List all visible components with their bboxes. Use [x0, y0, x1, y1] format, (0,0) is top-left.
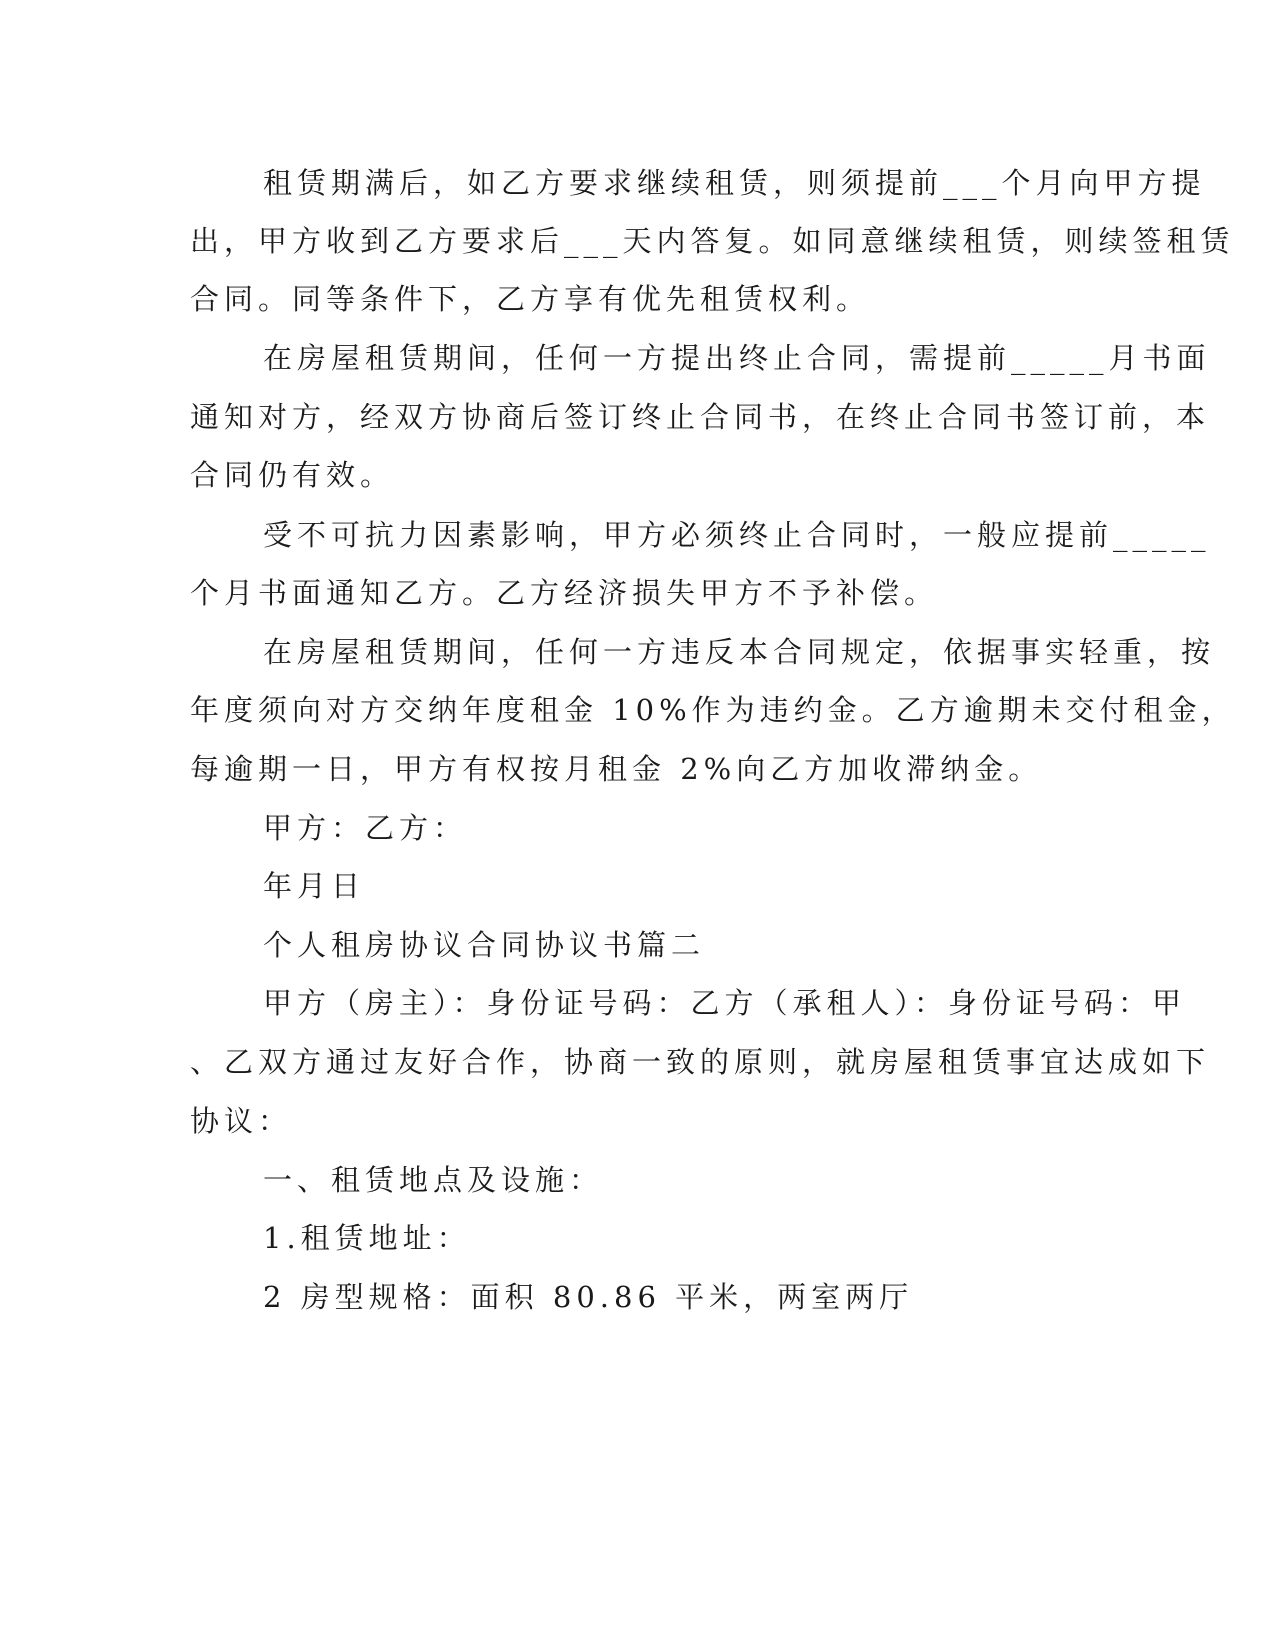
- paragraph-parties-line-2: 、乙双方通过友好合作，协商一致的原则，就房屋租赁事宜达成如下: [190, 1045, 1211, 1079]
- paragraph-termination-line-2: 通知对方，经双方协商后签订终止合同书，在终止合同书签订前，本: [190, 400, 1211, 434]
- signature-date: 年月日: [263, 869, 366, 903]
- paragraph-renewal-line-1: 租赁期满后，如乙方要求继续租赁，则须提前___个月向甲方提: [263, 166, 1206, 200]
- clause-heading-location: 一、租赁地点及设施：: [263, 1163, 604, 1197]
- paragraph-renewal-line-2: 出，甲方收到乙方要求后___天内答复。如同意继续租赁，则续签租赁: [190, 224, 1235, 258]
- paragraph-termination-line-3: 合同仍有效。: [190, 458, 395, 492]
- paragraph-breach-line-2: 年度须向对方交纳年度租金 10%作为违约金。乙方逾期未交付租金，: [190, 693, 1236, 727]
- paragraph-parties-line-3: 协议：: [190, 1104, 293, 1138]
- paragraph-force-majeure-line-1: 受不可抗力因素影响，甲方必须终止合同时，一般应提前_____: [263, 518, 1211, 552]
- paragraph-renewal-line-3: 合同。同等条件下，乙方享有优先租赁权利。: [190, 282, 871, 316]
- signature-parties: 甲方：乙方：: [263, 811, 468, 845]
- paragraph-breach-line-3: 每逾期一日，甲方有权按月租金 2%向乙方加收滞纳金。: [190, 752, 1043, 786]
- clause-room-spec: 2 房型规格：面积 80.86 平米，两室两厅: [263, 1280, 914, 1314]
- paragraph-parties-line-1: 甲方（房主）：身份证号码：乙方（承租人）：身份证号码：甲: [263, 986, 1187, 1020]
- clause-rental-address: 1.租赁地址：: [263, 1221, 471, 1255]
- section-title: 个人租房协议合同协议书篇二: [263, 928, 706, 962]
- paragraph-termination-line-1: 在房屋租赁期间，任何一方提出终止合同，需提前_____月书面: [263, 341, 1211, 375]
- paragraph-force-majeure-line-2: 个月书面通知乙方。乙方经济损失甲方不予补偿。: [190, 576, 939, 610]
- paragraph-breach-line-1: 在房屋租赁期间，任何一方违反本合同规定，依据事实轻重，按: [263, 635, 1216, 669]
